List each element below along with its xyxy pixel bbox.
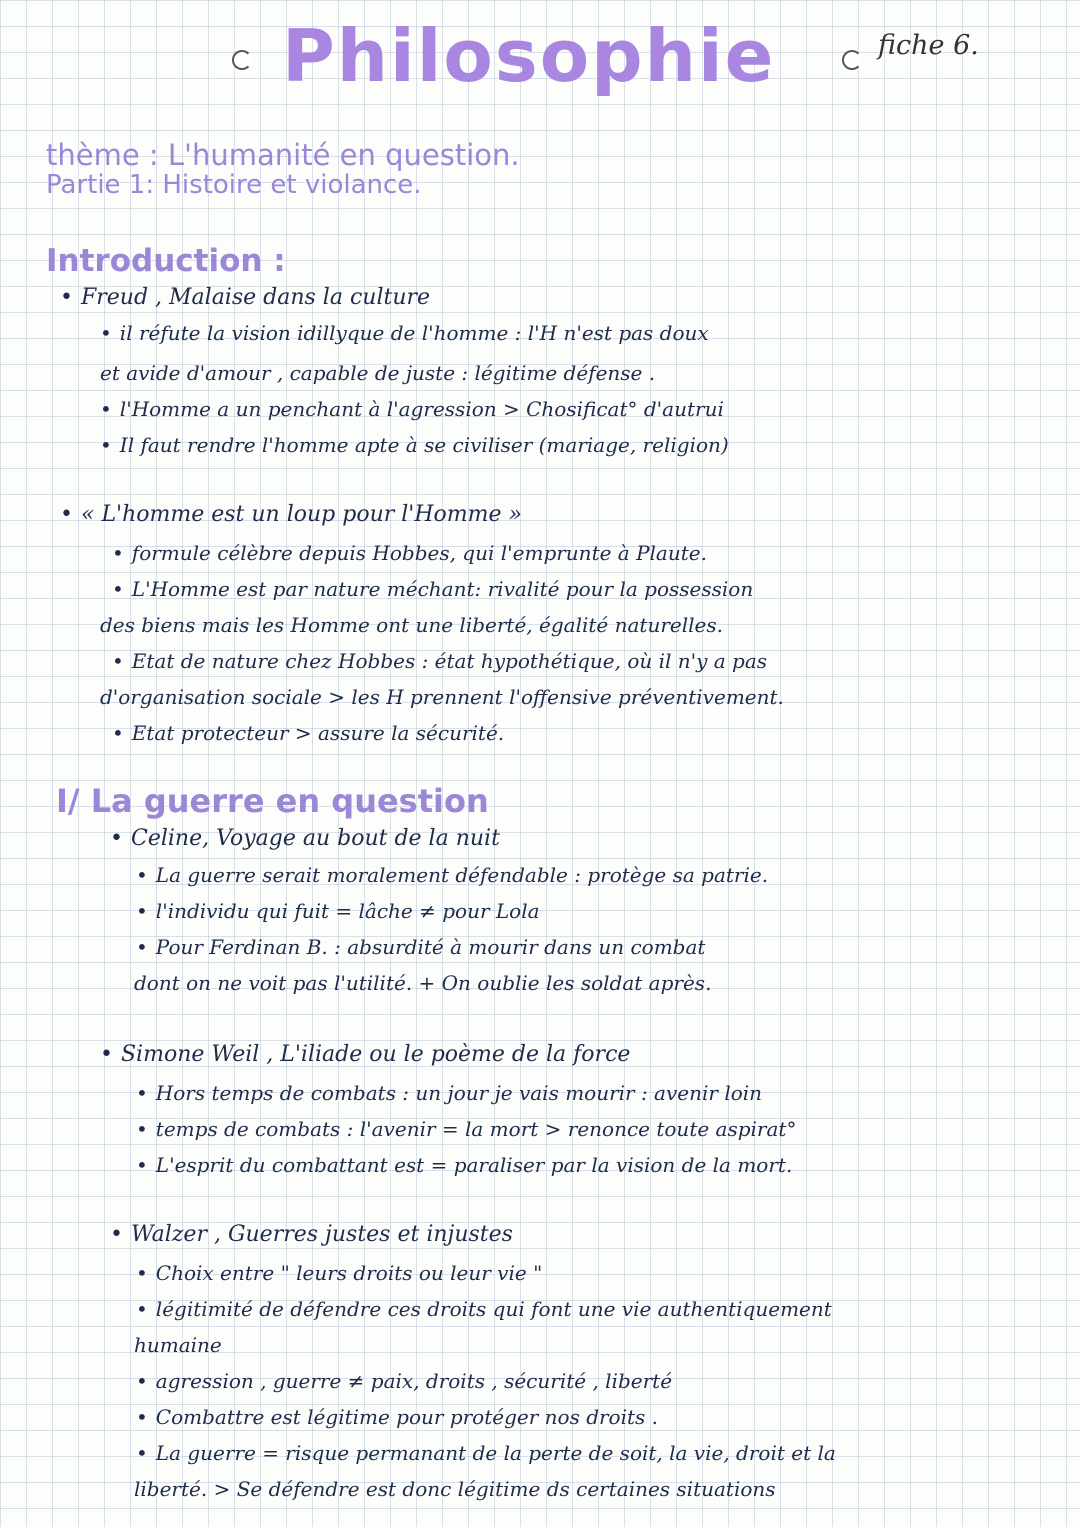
hobbes-line: • Etat protecteur > assure la sécurité. <box>112 720 504 746</box>
weil-line: • Hors temps de combats : un jour je vais mourir : avenir loin <box>136 1080 762 1106</box>
walzer-line: • La guerre = risque permanant de la perte de soit, la vie, droit et la <box>136 1440 836 1466</box>
celine-line: • La guerre serait moralement défendable : protège sa patrie. <box>136 862 768 888</box>
walzer-line: • légitimité de défendre ces droits qui font une vie authentiquement <box>136 1296 832 1322</box>
hobbes-line: d'organisation sociale > les H prennent l'offensive préventivement. <box>100 685 784 709</box>
freud-line: • Il faut rendre l'homme apte à se civiliser (mariage, religion) <box>100 432 729 458</box>
celine-line: • l'individu qui fuit = lâche ≠ pour Lola <box>136 898 540 924</box>
introduction-heading: Introduction : <box>46 243 286 279</box>
margin-hole-right <box>842 50 862 70</box>
part1-heading: I/ La guerre en question <box>56 782 489 820</box>
weil-line: • L'esprit du combattant est = paraliser par la vision de la mort. <box>136 1152 792 1178</box>
page-title: Philosophie <box>282 14 776 98</box>
walzer-line: • Choix entre " leurs droits ou leur vie " <box>136 1260 542 1286</box>
hobbes-line: • L'Homme est par nature méchant: rivalité pour la possession <box>112 576 753 602</box>
freud-heading: • Freud , Malaise dans la culture <box>60 285 430 311</box>
freud-line: • l'Homme a un penchant à l'agression > Chosificat° d'autrui <box>100 396 724 422</box>
walzer-heading: • Walzer , Guerres justes et injustes <box>110 1222 513 1248</box>
hobbes-line: • Etat de nature chez Hobbes : état hypothétique, où il n'y a pas <box>112 648 767 674</box>
margin-hole-left <box>232 50 252 70</box>
hobbes-line: • formule célèbre depuis Hobbes, qui l'emprunte à Plaute. <box>112 540 707 566</box>
hobbes-heading: • « L'homme est un loup pour l'Homme » <box>60 502 522 528</box>
sheet-number: fiche 6. <box>878 30 979 61</box>
theme-heading: thème : L'humanité en question. <box>46 138 520 172</box>
celine-line: dont on ne voit pas l'utilité. + On oublie les soldat après. <box>134 971 712 995</box>
celine-line: • Pour Ferdinan B. : absurdité à mourir dans un combat <box>136 934 705 960</box>
celine-heading: • Celine, Voyage au bout de la nuit <box>110 826 500 852</box>
weil-heading: • Simone Weil , L'iliade ou le poème de la force <box>100 1042 630 1068</box>
hobbes-line: des biens mais les Homme ont une liberté, égalité naturelles. <box>100 613 723 637</box>
freud-line: et avide d'amour , capable de juste : légitime défense . <box>100 361 656 385</box>
freud-line: • il réfute la vision idillyque de l'homme : l'H n'est pas doux <box>100 320 709 346</box>
walzer-line: • agression , guerre ≠ paix, droits , sécurité , liberté <box>136 1368 672 1394</box>
walzer-line: humaine <box>134 1333 222 1357</box>
weil-line: • temps de combats : l'avenir = la mort > renonce toute aspirat° <box>136 1116 796 1142</box>
walzer-line: liberté. > Se défendre est donc légitime ds certaines situations <box>134 1477 776 1501</box>
part-heading: Partie 1: Histoire et violance. <box>46 170 422 200</box>
walzer-line: • Combattre est légitime pour protéger nos droits . <box>136 1404 658 1430</box>
